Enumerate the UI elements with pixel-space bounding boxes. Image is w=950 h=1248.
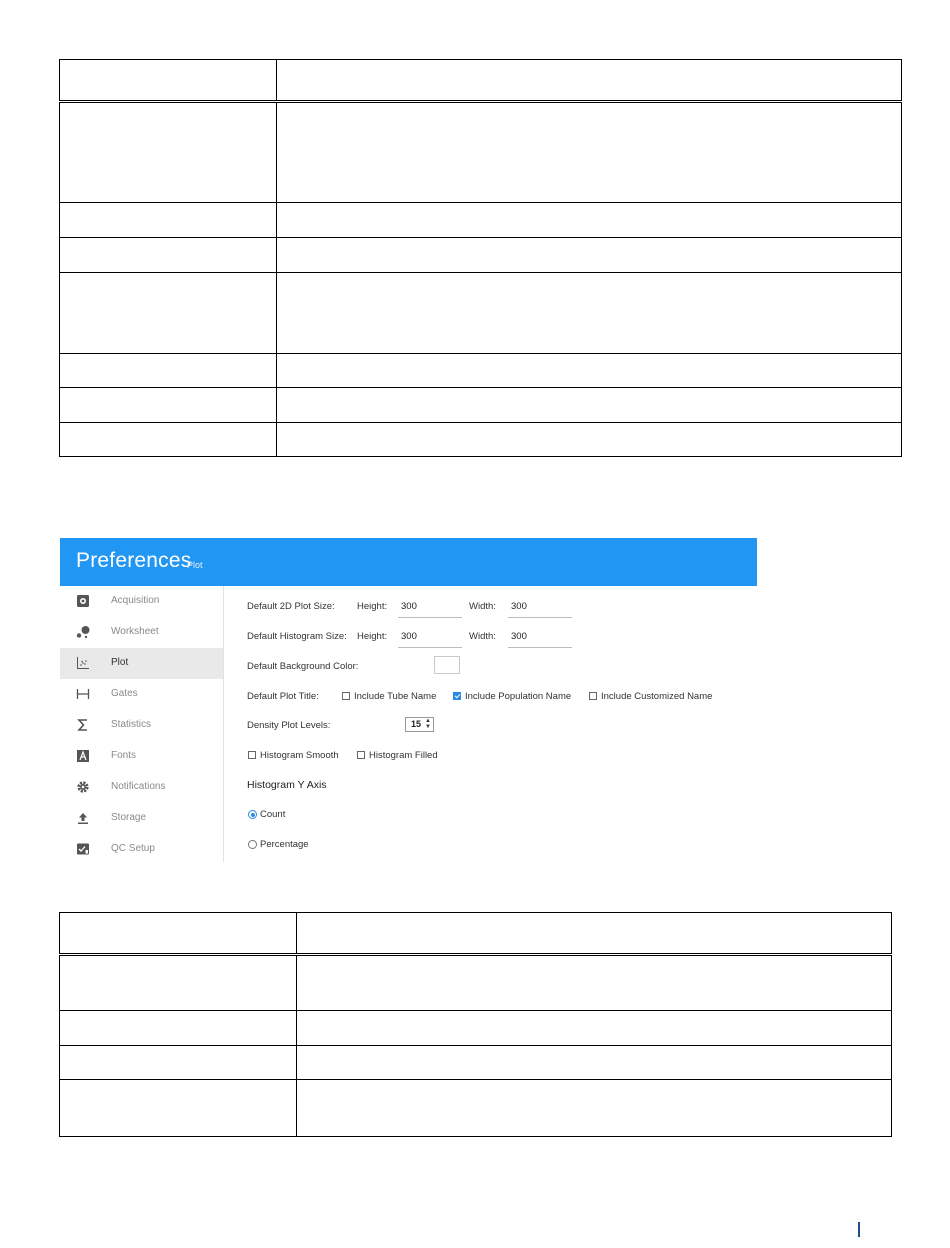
sidebar-item-label: Statistics [111, 719, 152, 730]
table-cell [277, 388, 902, 423]
sidebar-item-fonts[interactable] [60, 741, 223, 772]
hist-height-underline [398, 647, 462, 648]
table-cell [297, 913, 892, 955]
plot-height-underline [398, 617, 462, 618]
table-cell [60, 913, 297, 955]
table-cell [297, 1046, 892, 1080]
histogram-filled-checkbox[interactable] [357, 751, 365, 759]
document-table-bottom [59, 912, 892, 1137]
table-cell [60, 273, 277, 354]
sidebar [60, 586, 224, 862]
sidebar-item-gates[interactable] [60, 679, 223, 710]
camera-icon [76, 594, 90, 608]
hist-width-input[interactable]: 300 [511, 631, 527, 642]
sidebar-item-worksheet[interactable] [60, 617, 223, 648]
percentage-radio[interactable] [248, 840, 257, 849]
sidebar-item-label: Notifications [111, 781, 166, 792]
sidebar-item-storage[interactable] [60, 803, 223, 834]
table-cell [60, 1046, 297, 1080]
include-customized-name-checkbox[interactable] [589, 692, 597, 700]
stepper-arrows-icon[interactable]: ▲ ▼ [425, 718, 431, 730]
bg-color-label: Default Background Color: [247, 661, 359, 672]
sidebar-item-label: Acquisition [111, 595, 160, 606]
hist-size-label: Default Histogram Size: [247, 631, 347, 642]
table-cell [60, 1011, 297, 1046]
count-radio[interactable] [248, 810, 257, 819]
gear-icon [76, 780, 90, 794]
table-cell [277, 423, 902, 457]
sidebar-item-label: Plot [111, 657, 129, 668]
plot-width-underline [508, 617, 572, 618]
table-cell [277, 354, 902, 388]
table-cell [277, 238, 902, 273]
include-population-name-checkbox[interactable] [453, 692, 461, 700]
include-tube-name-checkbox[interactable] [342, 692, 350, 700]
sidebar-item-label: Gates [111, 688, 138, 699]
table-cell [60, 955, 297, 1011]
table-cell [297, 1011, 892, 1046]
include-tube-name-label: Include Tube Name [354, 691, 437, 702]
plot-height-input[interactable]: 300 [401, 601, 417, 612]
worksheet-icon [76, 625, 90, 639]
qc-setup-icon [76, 842, 90, 856]
table-cell [60, 388, 277, 423]
table-cell [60, 1080, 297, 1137]
page-title: Preferences [76, 549, 192, 572]
sigma-icon [76, 718, 90, 732]
table-cell [60, 238, 277, 273]
plot-size-label: Default 2D Plot Size: [247, 601, 335, 612]
table-cell [297, 955, 892, 1011]
percentage-label: Percentage [260, 839, 309, 850]
sidebar-item-plot[interactable] [60, 648, 223, 679]
sidebar-item-statistics[interactable] [60, 710, 223, 741]
sidebar-item-notifications[interactable] [60, 772, 223, 803]
page-subtitle: Plot [187, 560, 203, 570]
hist-width-underline [508, 647, 572, 648]
table-cell [277, 203, 902, 238]
plot-height-label: Height: [357, 601, 388, 612]
plot-title-label: Default Plot Title: [247, 691, 319, 702]
table-cell [277, 273, 902, 354]
document-table-top [59, 59, 902, 457]
hist-height-input[interactable]: 300 [401, 631, 417, 642]
preferences-panel [60, 538, 757, 862]
page-number-divider [858, 1222, 860, 1237]
count-label: Count [260, 809, 286, 820]
table-cell [277, 102, 902, 203]
plot-settings-content [224, 586, 757, 862]
upload-icon [76, 811, 90, 825]
include-population-name-label: Include Population Name [465, 691, 572, 702]
table-cell [60, 102, 277, 203]
include-customized-name-label: Include Customized Name [601, 691, 713, 702]
density-value: 15 [411, 719, 422, 729]
hist-height-label: Height: [357, 631, 388, 642]
histogram-filled-label: Histogram Filled [369, 750, 438, 761]
plot-icon [76, 656, 90, 670]
plot-width-input[interactable]: 300 [511, 601, 527, 612]
plot-width-label: Width: [469, 601, 496, 612]
table-cell [60, 60, 277, 102]
sidebar-item-acquisition[interactable] [60, 586, 223, 617]
hist-width-label: Width: [469, 631, 496, 642]
table-cell [297, 1080, 892, 1137]
density-label: Density Plot Levels: [247, 720, 331, 731]
font-icon [76, 749, 90, 763]
table-cell [60, 423, 277, 457]
table-cell [60, 354, 277, 388]
sidebar-item-label: Fonts [111, 750, 137, 761]
sidebar-item-label: Storage [111, 812, 147, 823]
sidebar-item-label: QC Setup [111, 843, 155, 854]
table-cell [60, 203, 277, 238]
preferences-header [60, 538, 757, 586]
table-cell [277, 60, 902, 102]
sidebar-item-label: Worksheet [111, 626, 159, 637]
density-levels-stepper[interactable] [405, 717, 434, 732]
histogram-smooth-checkbox[interactable] [248, 751, 256, 759]
histogram-smooth-label: Histogram Smooth [260, 750, 339, 761]
histogram-y-axis-heading: Histogram Y Axis [247, 779, 327, 791]
sidebar-item-qc-setup[interactable] [60, 834, 223, 865]
gates-icon [76, 687, 90, 701]
bg-color-picker[interactable] [434, 656, 460, 674]
